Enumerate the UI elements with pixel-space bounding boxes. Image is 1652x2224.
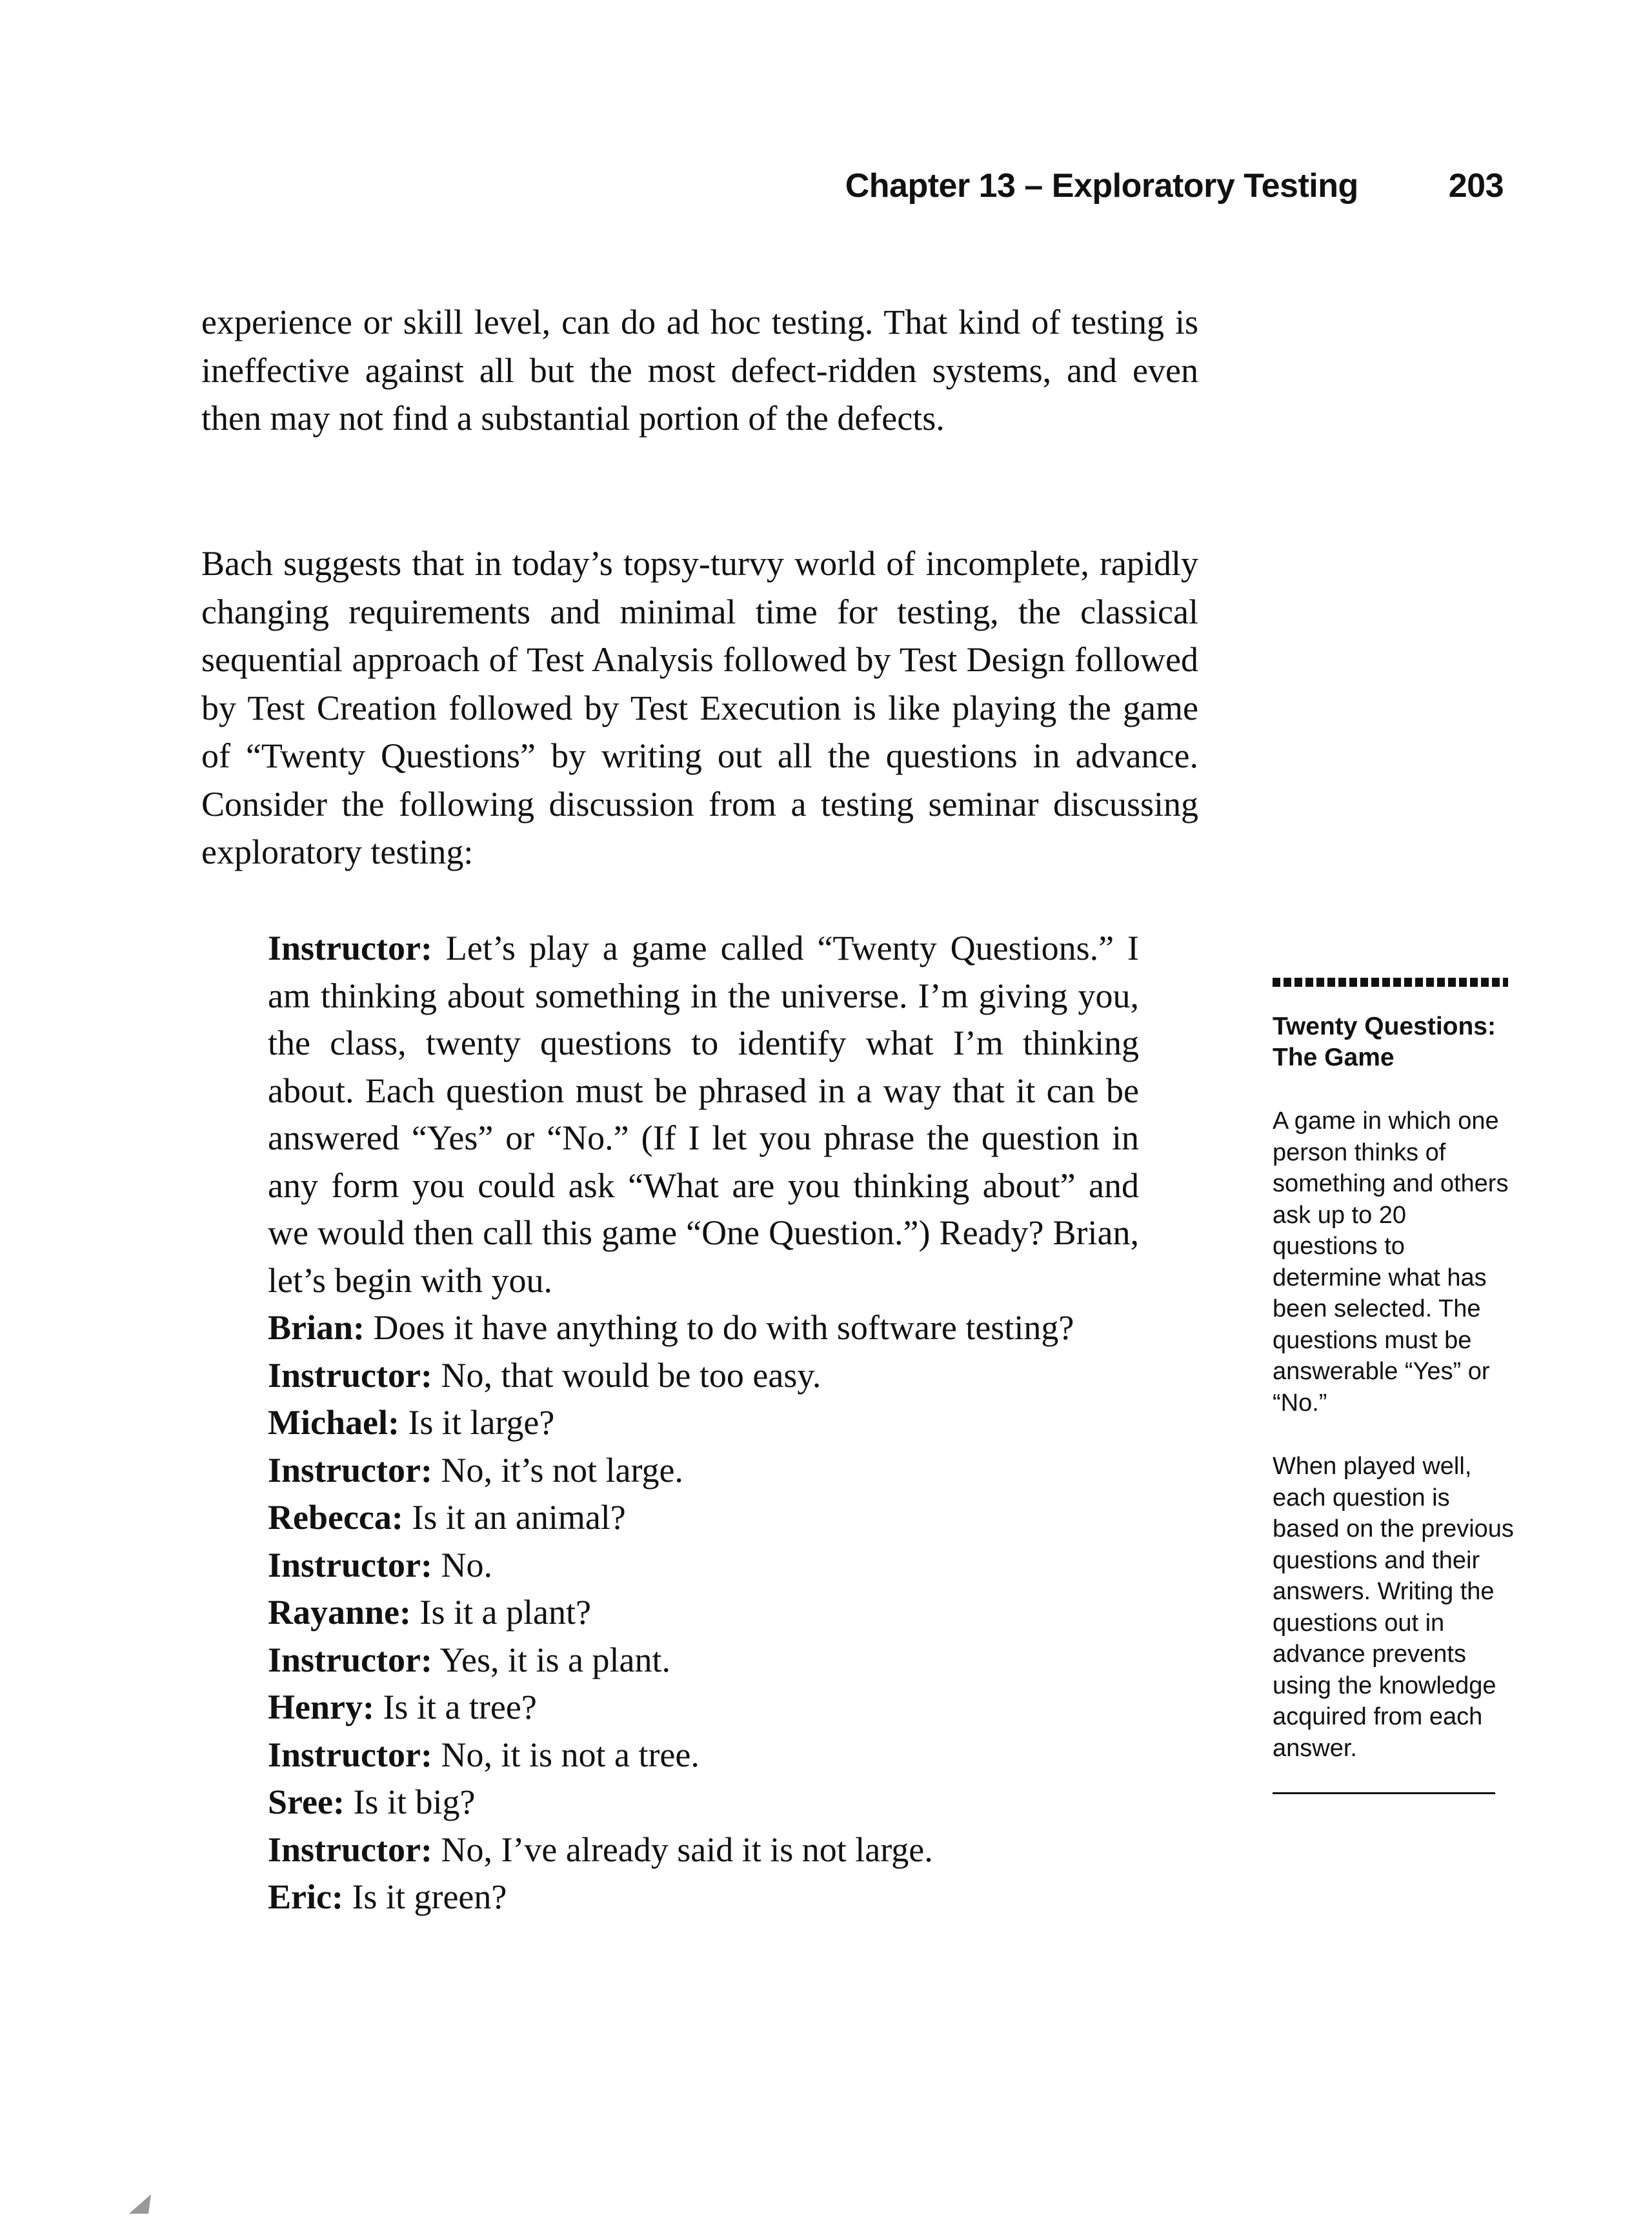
speech-text: No, I’ve already said it is not large.: [441, 1830, 933, 1869]
dialogue-intro: [268, 925, 1139, 1304]
speaker-name: Instructor:: [268, 1830, 432, 1869]
running-header: [845, 167, 1504, 205]
dialogue-brian: [268, 1304, 1139, 1352]
sidebar-bottom-rule: [1273, 1792, 1495, 1794]
speech-text: Is it big?: [353, 1783, 476, 1821]
speaker-name: Eric:: [268, 1877, 343, 1916]
dialogue-line: [268, 1399, 1139, 1447]
body-paragraph-1: experience or skill level, can do ad hoc testing. That kind of testing is ineffective against all but the most defect-ridden systems, and even then may not find a substantial portion of the defects.: [201, 303, 1198, 438]
dialogue-line: [268, 1874, 1139, 1921]
speech-text: Let’s play a game called “Twenty Questions.” I am thinking about something in the universe. I’m giving you, the class, twenty questions to identify what I’m thinking about. Each question must be phrased in a way that it can be answered “Yes” or “No.” (If I let you phrase the question in any form you could ask “What are you thinking about” and we would then call this game “One Question.”) Ready? Brian, let’s begin with you.: [268, 929, 1139, 1300]
dialogue-line: [268, 1826, 1139, 1874]
dialogue-lines: [268, 1352, 1139, 1921]
sidebar-title: [1273, 1011, 1518, 1073]
dialogue-line: [268, 1637, 1139, 1684]
speech-text: Is it large?: [408, 1403, 555, 1442]
dialogue-block: [268, 925, 1139, 1921]
speaker-name: Brian:: [268, 1308, 365, 1347]
speech-text: Is it green?: [352, 1877, 507, 1916]
speaker-name: Instructor:: [268, 1355, 432, 1395]
speech-text: No.: [441, 1545, 492, 1584]
speaker-name: Henry:: [268, 1688, 374, 1726]
speaker-name: Instructor:: [268, 1545, 432, 1584]
dialogue-line: [268, 1684, 1139, 1732]
speech-text: No, it is not a tree.: [441, 1735, 700, 1774]
dialogue-line: [268, 1352, 1139, 1400]
body-paragraph-2: Bach suggests that in today’s topsy-turvy world of incomplete, rapidly changing requirements and minimal time for testing, the classical sequential approach of Test Analysis followed by Test Design followed by Test Creation followed by Test Execution is like playing the game of “Twenty Questions” by writing out all the questions in advance. Consider the following discussion from a testing seminar discussing exploratory testing:: [201, 544, 1198, 871]
page-corner-mark: [129, 2194, 151, 2214]
dialogue-line: [268, 1732, 1139, 1779]
speech-text: No, it’s not large.: [441, 1450, 683, 1490]
page-number: 203: [1448, 167, 1504, 205]
speech-text: Does it have anything to do with software testing?: [373, 1308, 1074, 1347]
speech-text: Is it a plant?: [419, 1593, 591, 1632]
sidebar-title-line-1: Twenty Questions:: [1273, 1013, 1496, 1040]
speaker-name: Sree:: [268, 1783, 345, 1821]
dialogue-line: [268, 1447, 1139, 1495]
speaker-name: Instructor:: [268, 1735, 432, 1774]
sidebar-paragraph-1: A game in which one person thinks of something and others ask up to 20 questions to determine what has been selected. The questions must be answerable “Yes” or “No.”: [1273, 1107, 1509, 1417]
speech-text: No, that would be too easy.: [441, 1355, 821, 1395]
dialogue-line: [268, 1494, 1139, 1542]
speech-text: Yes, it is a plant.: [439, 1640, 670, 1679]
speaker-name: Instructor:: [268, 1640, 432, 1679]
chapter-title: Chapter 13 – Exploratory Testing: [845, 167, 1358, 205]
sidebar-title-line-2: The Game: [1273, 1044, 1395, 1071]
speech-text: Is it an animal?: [412, 1498, 626, 1537]
sidebar-paragraph-2: When played well, each question is based on the previous questions and their answers. Writing the questions out in advance prevents using the knowledge acquired from each answer.: [1273, 1453, 1514, 1762]
speaker-name: Instructor:: [268, 1450, 432, 1490]
dialogue-line: [268, 1779, 1139, 1826]
speaker-name: Rebecca:: [268, 1498, 403, 1537]
dialogue-line: [268, 1542, 1139, 1590]
sidebar-top-rule: [1273, 978, 1508, 987]
speaker-name: Rayanne:: [268, 1593, 412, 1632]
margin-sidebar: [1273, 978, 1518, 1794]
speaker-name: Michael:: [268, 1403, 399, 1442]
speaker-name: Instructor:: [268, 929, 432, 967]
speech-text: Is it a tree?: [383, 1688, 537, 1726]
dialogue-line: [268, 1589, 1139, 1637]
